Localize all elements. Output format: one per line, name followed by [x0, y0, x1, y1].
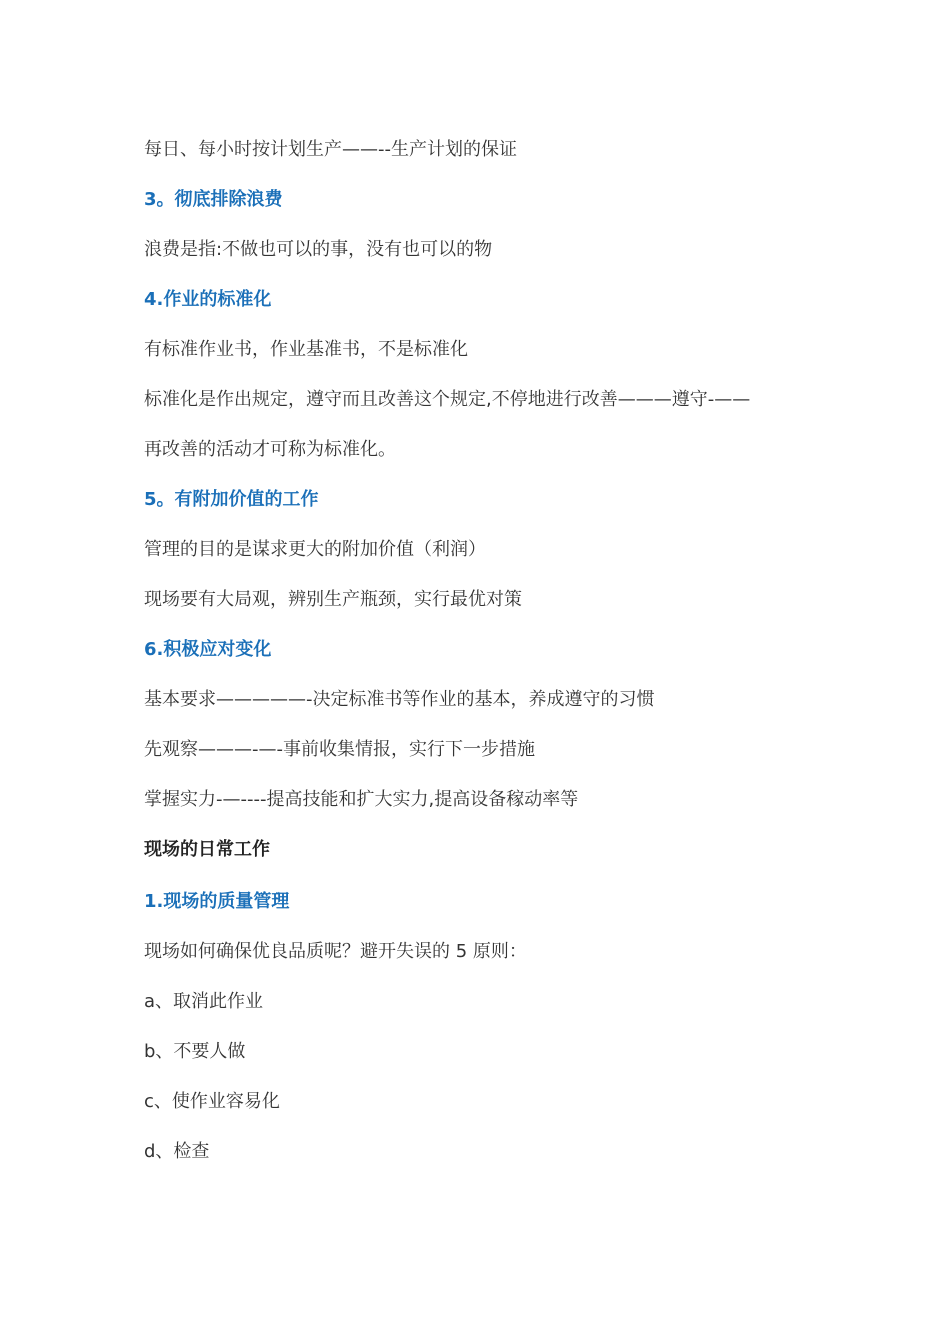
heading-eliminate-waste: 3。彻底排除浪费	[144, 189, 283, 210]
paragraph-waste-definition: 浪费是指:不做也可以的事，没有也可以的物	[144, 239, 493, 260]
paragraph-master-strength: 掌握实力-—----提高技能和扩大实力,提高设备稼动率等	[144, 789, 579, 810]
heading-standardization: 4.作业的标准化	[144, 289, 272, 310]
paragraph-bottleneck: 现场要有大局观，辨别生产瓶颈，实行最优对策	[144, 589, 522, 610]
heading-quality-management: 1.现场的质量管理	[144, 891, 290, 912]
paragraph-basic-requirements: 基本要求—————-决定标准书等作业的基本，养成遵守的习惯	[144, 689, 655, 710]
paragraph-five-principles: 现场如何确保优良品质呢？避开失误的 5 原则：	[144, 941, 527, 962]
list-item-d: d、检查	[144, 1141, 210, 1162]
paragraph-standardization-definition: 标准化是作出规定，遵守而且改善这个规定,不停地进行改善———遵守-——	[144, 389, 751, 410]
paragraph-standardization-continued: 再改善的活动才可称为标准化。	[144, 439, 396, 460]
paragraph-standard-docs: 有标准作业书，作业基准书，不是标准化	[144, 339, 468, 360]
paragraph-observe-first: 先观察———-—-事前收集情报，实行下一步措施	[144, 739, 535, 760]
heading-value-added-work: 5。有附加价值的工作	[144, 489, 319, 510]
heading-respond-to-change: 6.积极应对变化	[144, 639, 272, 660]
section-title-daily-work: 现场的日常工作	[144, 839, 270, 860]
list-item-a: a、取消此作业	[144, 991, 264, 1012]
paragraph-production-plan: 每日、每小时按计划生产——--生产计划的保证	[144, 139, 517, 160]
list-item-b: b、不要人做	[144, 1041, 246, 1062]
paragraph-management-purpose: 管理的目的是谋求更大的附加价值（利润）	[144, 539, 486, 560]
list-item-c: c、使作业容易化	[144, 1091, 280, 1112]
